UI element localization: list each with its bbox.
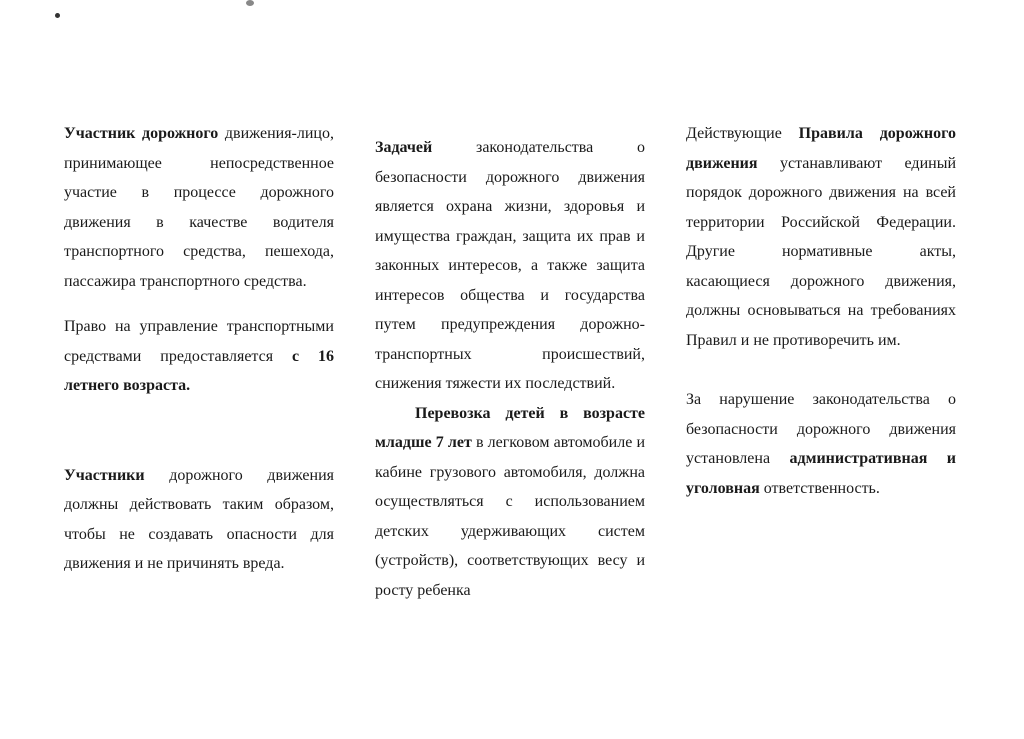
driving-age: с 16 летнего возраста. (64, 347, 334, 394)
paragraph-traffic-rules: Действующие Правила дорожного движения устанавливают единый порядок дорожного движения на всей территории Российской Федерации. Другие нормативные акты, касающиеся дорожного движения, должны основываться на требованиях Правил и не противоречить им. (686, 125, 956, 349)
paragraph-child-transport: Перевозка детей в возрасте младше 7 лет в легковом автомобиле и кабине грузового автомобиля, должна осуществляться с использованием детских удерживающих систем (устройств), соответствующих весу и росту ребенка (375, 404, 645, 599)
term-liability: административная и уголовная (686, 450, 956, 497)
paragraph-participant: Участник дорожного движения-лицо, принимающее непосредственное участие в процессе дорожного движения в качестве водителя транспортного средства, пешехода, пассажира транспортного средства. (64, 125, 334, 290)
column-right (686, 119, 956, 503)
paragraph-liability: За нарушение законодательства о безопасности дорожного движения установлена административная и уголовная ответственность. (686, 391, 956, 497)
column-left (64, 119, 334, 579)
paragraph-driving-age: Право на управление транспортными средствами предоставляется с 16 летнего возраста. (64, 318, 334, 394)
term-task: Задачей (375, 139, 433, 156)
paragraph-participants-duty: Участники дорожного движения должны действовать таким образом, чтобы не создавать опасности для движения и не причинять вреда. (64, 466, 334, 572)
term-traffic-rules: Правила дорожного движения (686, 125, 956, 172)
paragraph-legislation-task: Задачей законодательства о безопасности дорожного движения является охрана жизни, здоровья и имущества граждан, защита их прав и законных интересов, а также защита интересов общества и государства путем предупреждения дорожно-транспортных происшествий, снижения тяжести их последствий. (375, 139, 645, 392)
term-participant: Участник дорожного (64, 125, 219, 142)
term-child-transport: Перевозка детей в возрасте младше 7 лет (375, 404, 645, 451)
scan-speck (246, 0, 254, 6)
scan-speck (55, 13, 60, 18)
term-participants: Участники (64, 466, 145, 484)
column-middle (375, 133, 645, 605)
